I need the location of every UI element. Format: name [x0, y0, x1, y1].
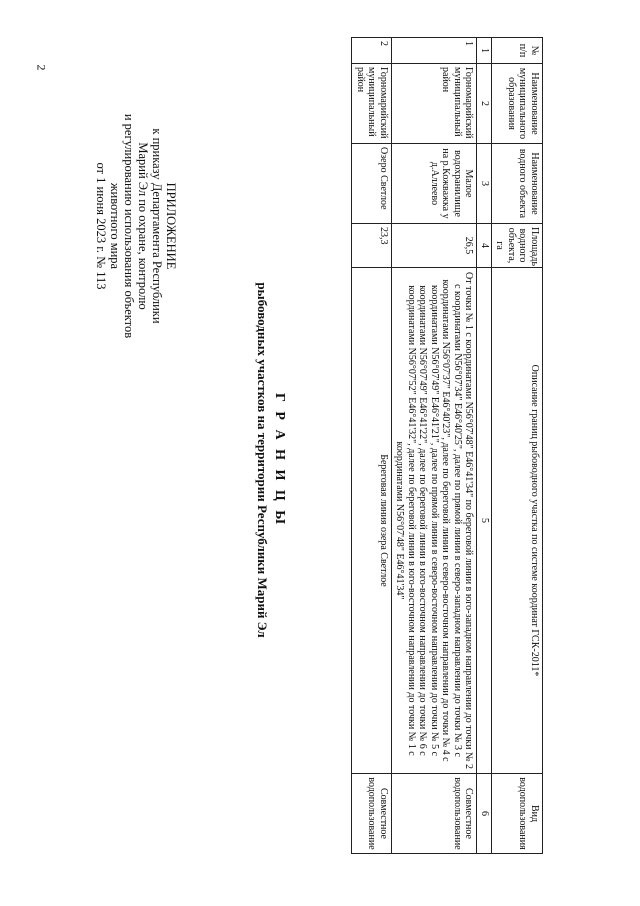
row-num: 1 — [392, 38, 478, 64]
row-use-type: Совместное водопользование — [352, 774, 392, 854]
appendix-line: и регулированию использования объектов — [122, 113, 136, 339]
table-row — [392, 38, 478, 854]
row-area: 26,5 — [392, 224, 478, 268]
heading-title: Г Р А Н И Ц Ы — [272, 393, 287, 527]
column-number: 3 — [477, 144, 492, 224]
appendix-title: ПРИЛОЖЕНИЕ — [164, 182, 178, 270]
header-use-type: Вид водопользования — [492, 774, 543, 854]
appendix-date: от 1 июня 2023 г. № 113 — [94, 162, 108, 290]
table-row — [352, 38, 392, 854]
row-municipality: Горномарийский муниципальный район — [352, 64, 392, 144]
column-number: 6 — [477, 774, 492, 854]
header-num: № п/п — [492, 38, 543, 64]
appendix-line: животного мира — [108, 182, 122, 270]
row-description: Береговая линия озера Светлое — [352, 268, 392, 774]
boundaries-table — [352, 37, 544, 854]
appendix-block — [94, 96, 178, 356]
column-number: 2 — [477, 64, 492, 144]
page-number: 2 — [34, 64, 49, 71]
row-water-body: Озеро Светлое — [352, 144, 392, 224]
table-header-row — [492, 38, 543, 854]
row-area: 23,3 — [352, 224, 392, 268]
heading-subtitle: рыбоводных участков на территории Республики Марий Эл — [255, 282, 270, 638]
header-water-body: Наименование водного объекта — [492, 144, 543, 224]
row-water-body: Малое водохранилище на р.Кожважка у д.Аллеево — [392, 144, 478, 224]
column-number: 1 — [477, 38, 492, 64]
appendix-line: к приказу Департамента Республики — [150, 128, 164, 324]
header-description: Описание границ рыбоводного участка по системе координат ГСК-2011* — [492, 268, 543, 774]
column-number: 4 — [477, 224, 492, 268]
column-number: 5 — [477, 268, 492, 774]
header-municipality: Наименование муниципального образования — [492, 64, 543, 144]
row-num: 2 — [352, 38, 392, 64]
row-description: От точки № 1 с координатами N56°07'48" E46°41'34" по береговой линии в юго-западном направлении до точки № 2 с координатами N56°07'34" E46°40'25", далее по прямой линии в северо-западном направлении до точки № 3 с координатами N56°07'37" E46°40'23", далее по береговой линии в северо-восточном направлении до точки № 4 с координатами N56°07'49" E46°41'21", далее по прямой линии в северо-восточном направлении до точки № 5 с координатами N56°07'49" E46°41'22", далее по береговой линии в юго-восточном направлении до точки № 6 с координатами N56°07'52" E46°41'32", далее по береговой линии в юго-восточном направлении до точки № 1 с координатами N56°07'48" E46°41'34" — [392, 268, 478, 774]
row-municipality: Горномарийский муниципальный район — [392, 64, 478, 144]
document-heading — [254, 210, 288, 710]
header-area: Площадь водного объекта, га — [492, 224, 543, 268]
column-numbers-row — [477, 38, 492, 854]
appendix-line: Марий Эл по охране, контролю — [136, 142, 150, 310]
row-use-type: Совместное водопользование — [392, 774, 478, 854]
